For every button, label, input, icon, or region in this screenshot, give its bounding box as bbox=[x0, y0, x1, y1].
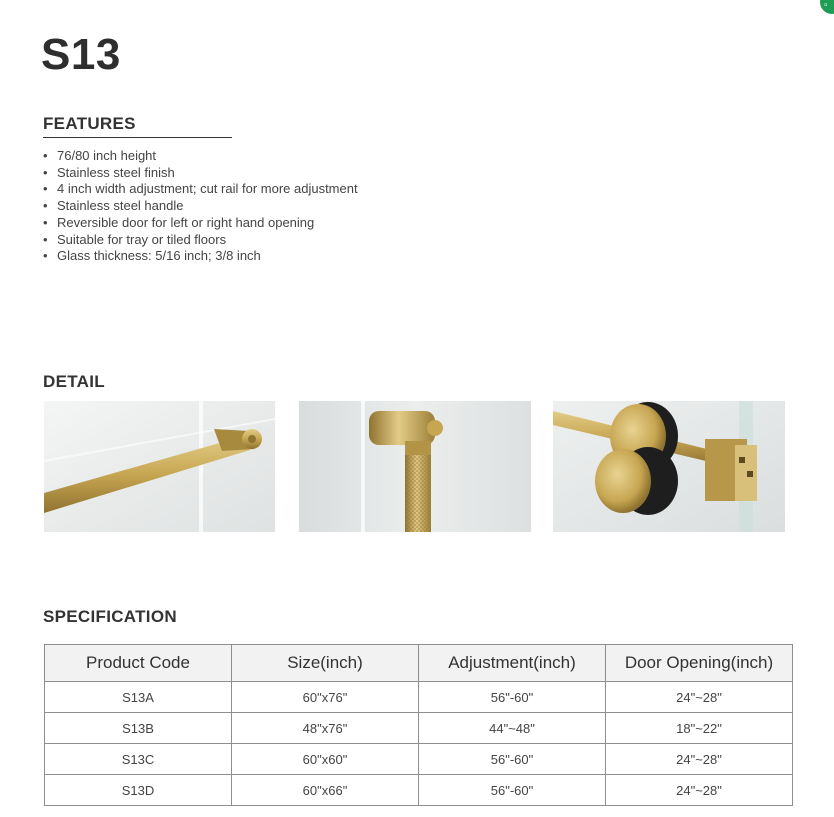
feature-item: • Glass thickness: 5/16 inch; 3/8 inch bbox=[43, 248, 261, 264]
table-cell: 56"-60" bbox=[419, 775, 606, 806]
table-row bbox=[45, 682, 793, 713]
table-header-row bbox=[45, 645, 793, 682]
corner-badge-icon: ▫ bbox=[820, 0, 834, 14]
specification-heading: SPECIFICATION bbox=[43, 607, 177, 626]
table-row bbox=[45, 775, 793, 806]
column-header: Adjustment(inch) bbox=[419, 645, 606, 682]
table-cell: 60"x66" bbox=[232, 775, 419, 806]
feature-item: • Suitable for tray or tiled floors bbox=[43, 231, 227, 247]
features-list bbox=[43, 148, 358, 265]
feature-item: • Reversible door for left or right hand opening bbox=[43, 214, 315, 230]
table-cell: S13C bbox=[45, 744, 232, 775]
table-row bbox=[45, 744, 793, 775]
feature-item: • Stainless steel finish bbox=[43, 164, 175, 180]
feature-item: • 76/80 inch height bbox=[43, 148, 157, 163]
table-cell: 60"x76" bbox=[232, 682, 419, 713]
roller-bracket-photo bbox=[553, 401, 785, 532]
table-cell: 24"~28" bbox=[606, 744, 793, 775]
table-row bbox=[45, 713, 793, 744]
table-cell: 24"~28" bbox=[606, 682, 793, 713]
table-cell: 56"-60" bbox=[419, 682, 606, 713]
table-cell: 24"~28" bbox=[606, 775, 793, 806]
page-title: S13 bbox=[41, 30, 121, 79]
handle-knurled-photo bbox=[299, 401, 531, 532]
table-cell: S13D bbox=[45, 775, 232, 806]
detail-heading: DETAIL bbox=[43, 372, 105, 391]
features-heading: FEATURES bbox=[43, 114, 136, 133]
table-cell: S13B bbox=[45, 713, 232, 744]
table-cell: 48"x76" bbox=[232, 713, 419, 744]
feature-item: • 4 inch width adjustment; cut rail for more adjustment bbox=[43, 181, 358, 197]
table-cell: 18"~22" bbox=[606, 713, 793, 744]
specification-table bbox=[44, 644, 793, 806]
towel-bar-photo bbox=[44, 401, 275, 532]
column-header: Door Opening(inch) bbox=[606, 645, 793, 682]
feature-item: • Stainless steel handle bbox=[43, 198, 184, 214]
table-cell: S13A bbox=[45, 682, 232, 713]
table-cell: 56"-60" bbox=[419, 744, 606, 775]
table-cell: 44"~48" bbox=[419, 713, 606, 744]
features-divider bbox=[43, 137, 232, 138]
column-header: Product Code bbox=[45, 645, 232, 682]
table-cell: 60"x60" bbox=[232, 744, 419, 775]
column-header: Size(inch) bbox=[232, 645, 419, 682]
